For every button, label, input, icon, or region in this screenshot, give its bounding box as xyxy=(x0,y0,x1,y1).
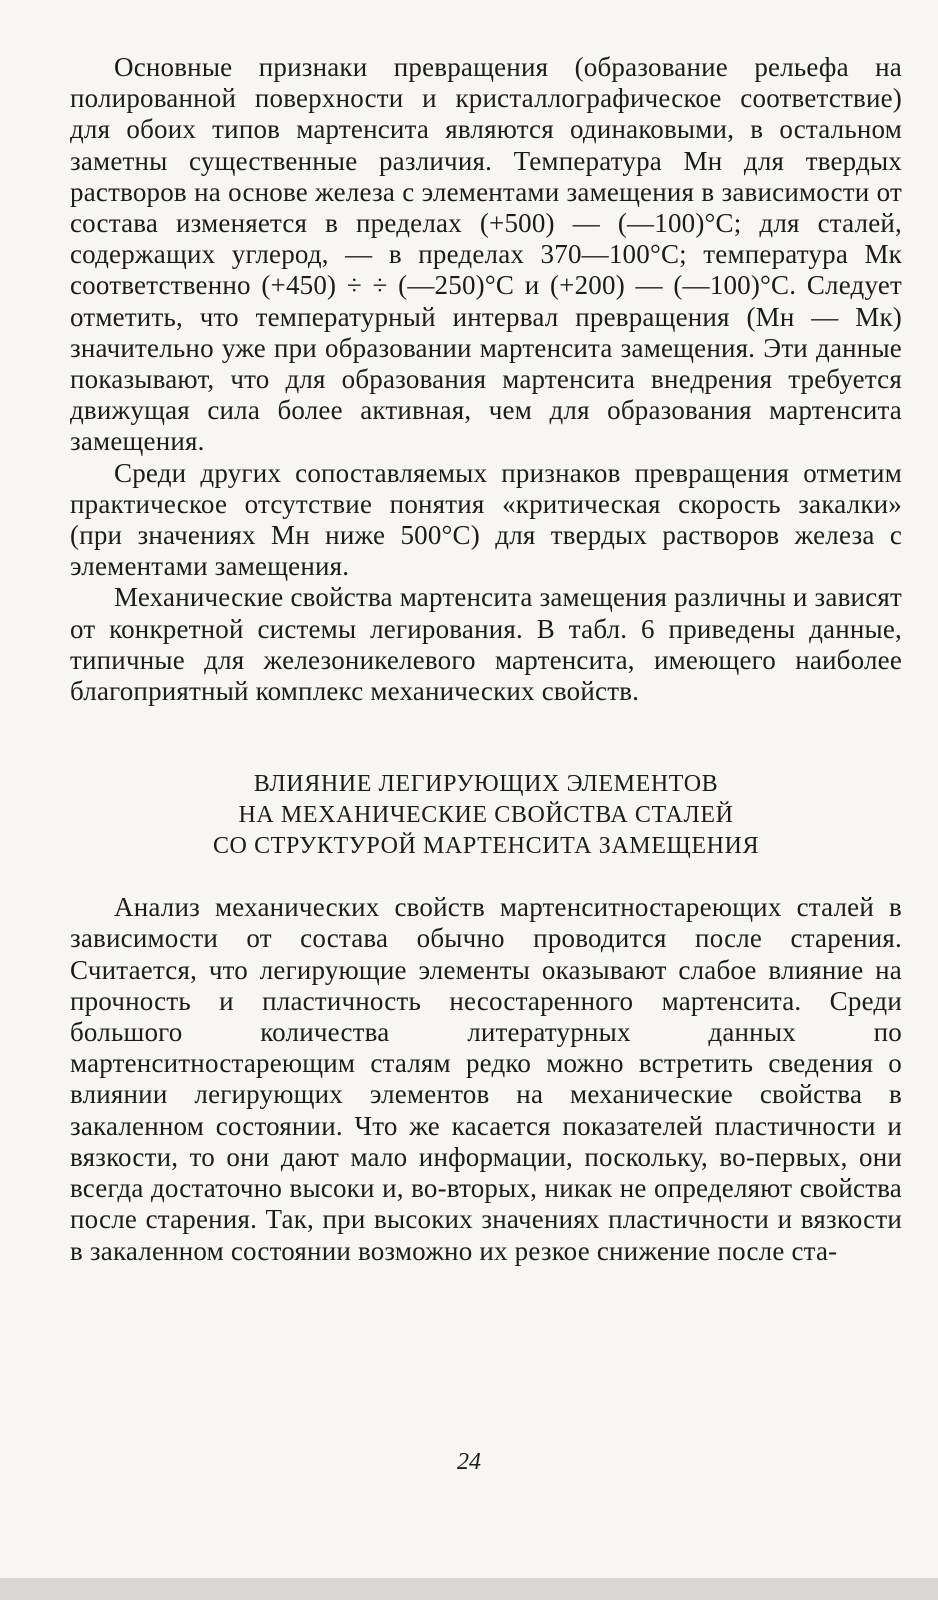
scan-bottom-edge xyxy=(0,1578,938,1600)
section-heading-line-1: ВЛИЯНИЕ ЛЕГИРУЮЩИХ ЭЛЕМЕНТОВ xyxy=(253,771,719,798)
paragraph-3: Механические свойства мартенсита замещения различны и зависят от конкретной системы легирования. В табл. 6 приведены данные, типичные для железоникелевого мартенсита, имеющего наиболее благоприятный комплекс механических свойств. xyxy=(70,582,902,707)
paragraph-1: Основные признаки превращения (образование рельефа на полированной поверхности и кристаллографическое соответствие) для обоих типов мартенсита являются одинаковыми, в остальном заметны существенные различия. Температура Mн для твердых растворов на основе железа с элементами замещения в зависимости от состава изменяется в пределах (+500) — (—100)°С; для сталей, содержащих углерод, — в пределах 370—100°С; температура Mк соответственно (+450) ÷ ÷ (—250)°С и (+200) — (—100)°С. Следует отметить, что температурный интервал превращения (Mн — Mк) значительно уже при образовании мартенсита замещения. Эти данные показывают, что для образования мартенсита внедрения требуется движущая сила более активная, чем для образования мартенсита замещения. xyxy=(70,52,902,457)
heading-spacer xyxy=(70,862,902,892)
section-paragraph: Анализ механических свойств мартенситностареющих сталей в зависимости от состава обычно проводится после старения. Считается, что легирующие элементы оказывают слабое влияние на прочность и пластичность несостаренного мартенсита. Среди большого количества литературных данных по мартенситностареющим сталям редко можно встретить сведения о влиянии легирующих элементов на механические свойства в закаленном состоянии. Что же касается показателей пластичности и вязкости, то они дают мало информации, поскольку, во-первых, они всегда достаточно высоки и, во-вторых, никак не определяют свойства после старения. Так, при высоких значениях пластичности и вязкости в закаленном состоянии возможно их резкое снижение после ста- xyxy=(70,892,902,1266)
page-body xyxy=(70,52,902,1267)
section-heading-line-3: СО СТРУКТУРОЙ МАРТЕНСИТА ЗАМЕЩЕНИЯ xyxy=(212,833,760,860)
section-heading xyxy=(70,769,902,862)
page-number: 24 xyxy=(457,1449,481,1475)
section-heading-line-2: НА МЕХАНИЧЕСКИЕ СВОЙСТВА СТАЛЕЙ xyxy=(238,802,734,829)
paragraph-2: Среди других сопоставляемых признаков превращения отметим практическое отсутствие понятия «критическая скорость закалки» (при значениях Mн ниже 500°С) для твердых растворов железа с элементами замещения. xyxy=(70,457,902,582)
